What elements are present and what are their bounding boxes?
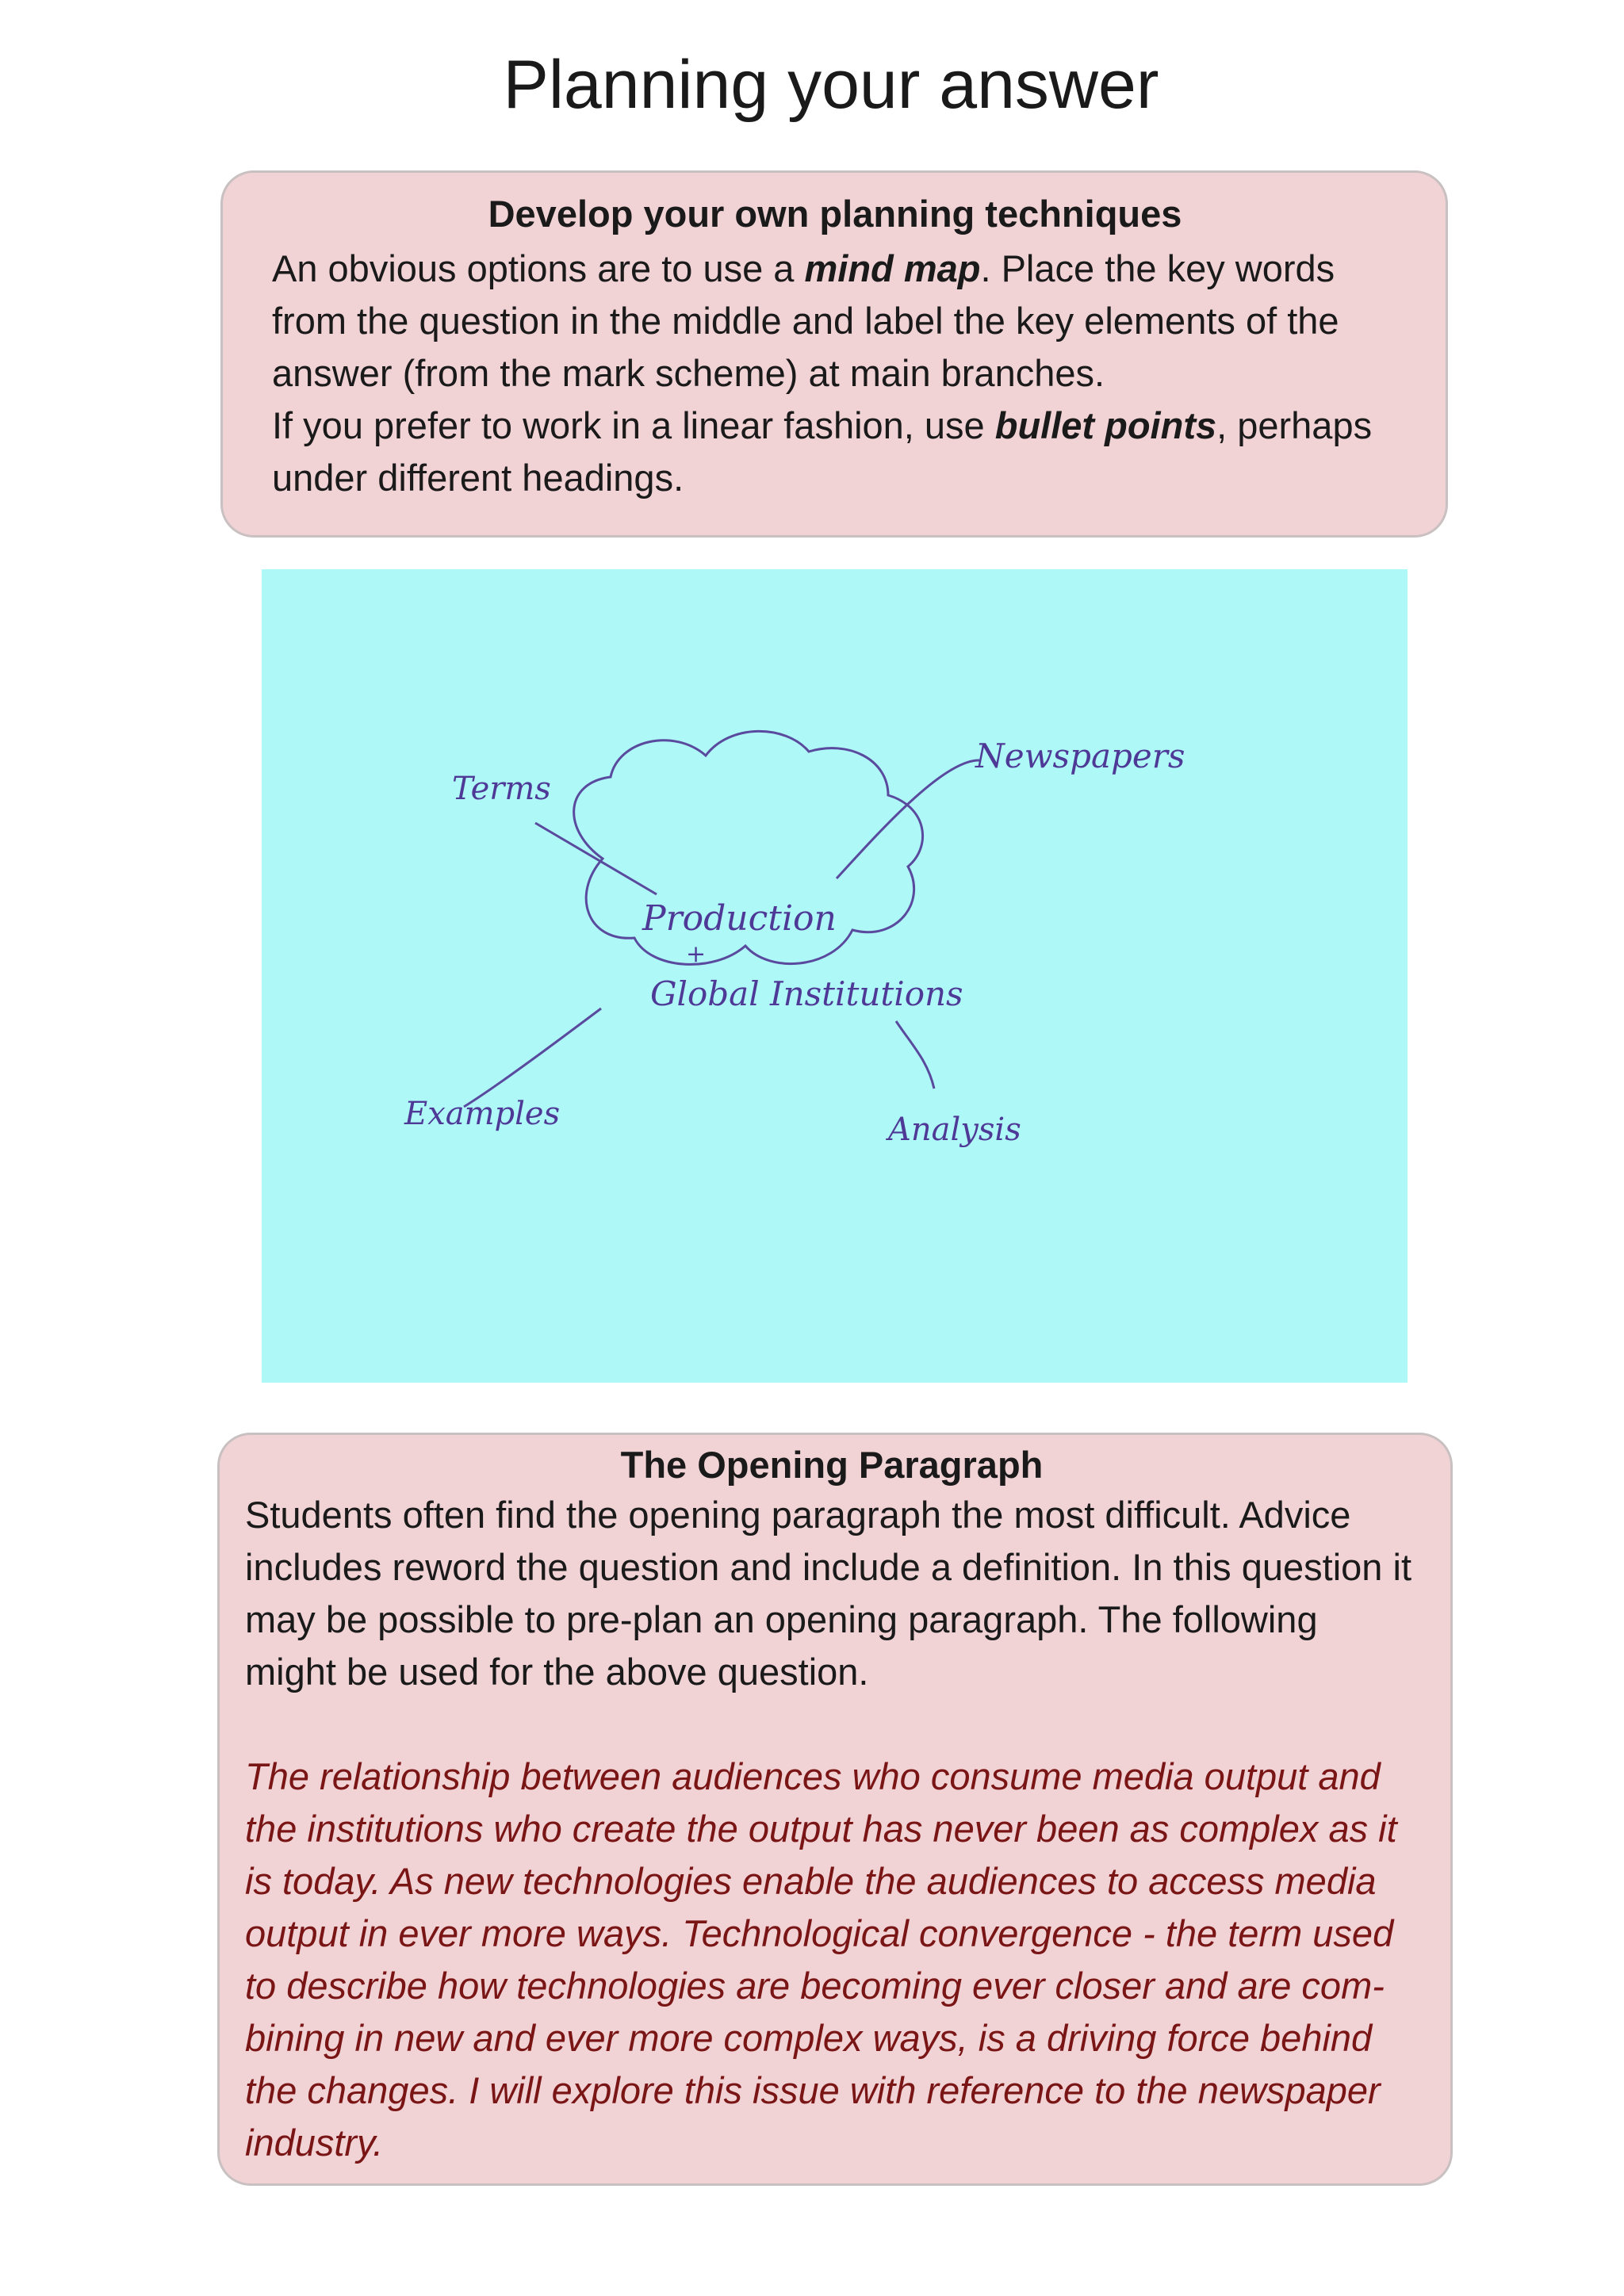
opening-paragraph-box xyxy=(217,1433,1453,2186)
text-run: . Place the key words from the question in the middle and label the key elements of the answer (from the mark scheme) at main branches. xyxy=(272,247,1339,394)
branch-label-analysis: Analysis xyxy=(888,1112,1021,1148)
bullet-points-term: bullet points xyxy=(994,404,1217,446)
mind-map-term: mind map xyxy=(804,247,981,289)
mind-map-paragraph xyxy=(272,243,1398,400)
text-run: If you prefer to work in a linear fashion, use xyxy=(272,404,995,446)
opening-paragraph-example: The relationship between audiences who consume media output and the institutions who create the output has never been as complex as it is today. As new technologies enable the audiences to access media output in ever more ways. Technological convergence - the term used to describe how technologies are becoming ever closer and are com-bining in new and ever more complex ways, is a driving force behind the changes. I will explore this issue with reference to the newspaper industry. xyxy=(245,1755,1397,2164)
text-run: , perhaps under different headings. xyxy=(272,404,1373,499)
mind-map-image xyxy=(262,569,1408,1383)
mind-map-center-plus: + xyxy=(686,940,707,968)
branch-label-terms: Terms xyxy=(452,771,551,807)
text-run: An obvious options are to use a xyxy=(272,247,805,289)
mind-map-center-line1: Production xyxy=(642,898,837,939)
bullet-points-paragraph xyxy=(272,400,1398,504)
mind-map-center-line2: Global Institutions xyxy=(650,974,963,1013)
opening-paragraph-intro: Students often find the opening paragraph the most difficult. Advice includes reword the question and include a definition. In this question it may be possible to pre-plan an opening paragraph. The following might be used for the above question. xyxy=(245,1494,1411,1693)
planning-techniques-heading: Develop your own planning techniques xyxy=(488,193,1182,235)
page-title: Planning your answer xyxy=(503,47,1159,123)
branch-label-examples: Examples xyxy=(404,1096,561,1132)
branch-label-newspapers: Newspapers xyxy=(975,737,1185,775)
planning-techniques-body xyxy=(272,243,1398,504)
planning-techniques-box xyxy=(220,170,1448,538)
opening-paragraph-heading: The Opening Paragraph xyxy=(620,1444,1044,1486)
